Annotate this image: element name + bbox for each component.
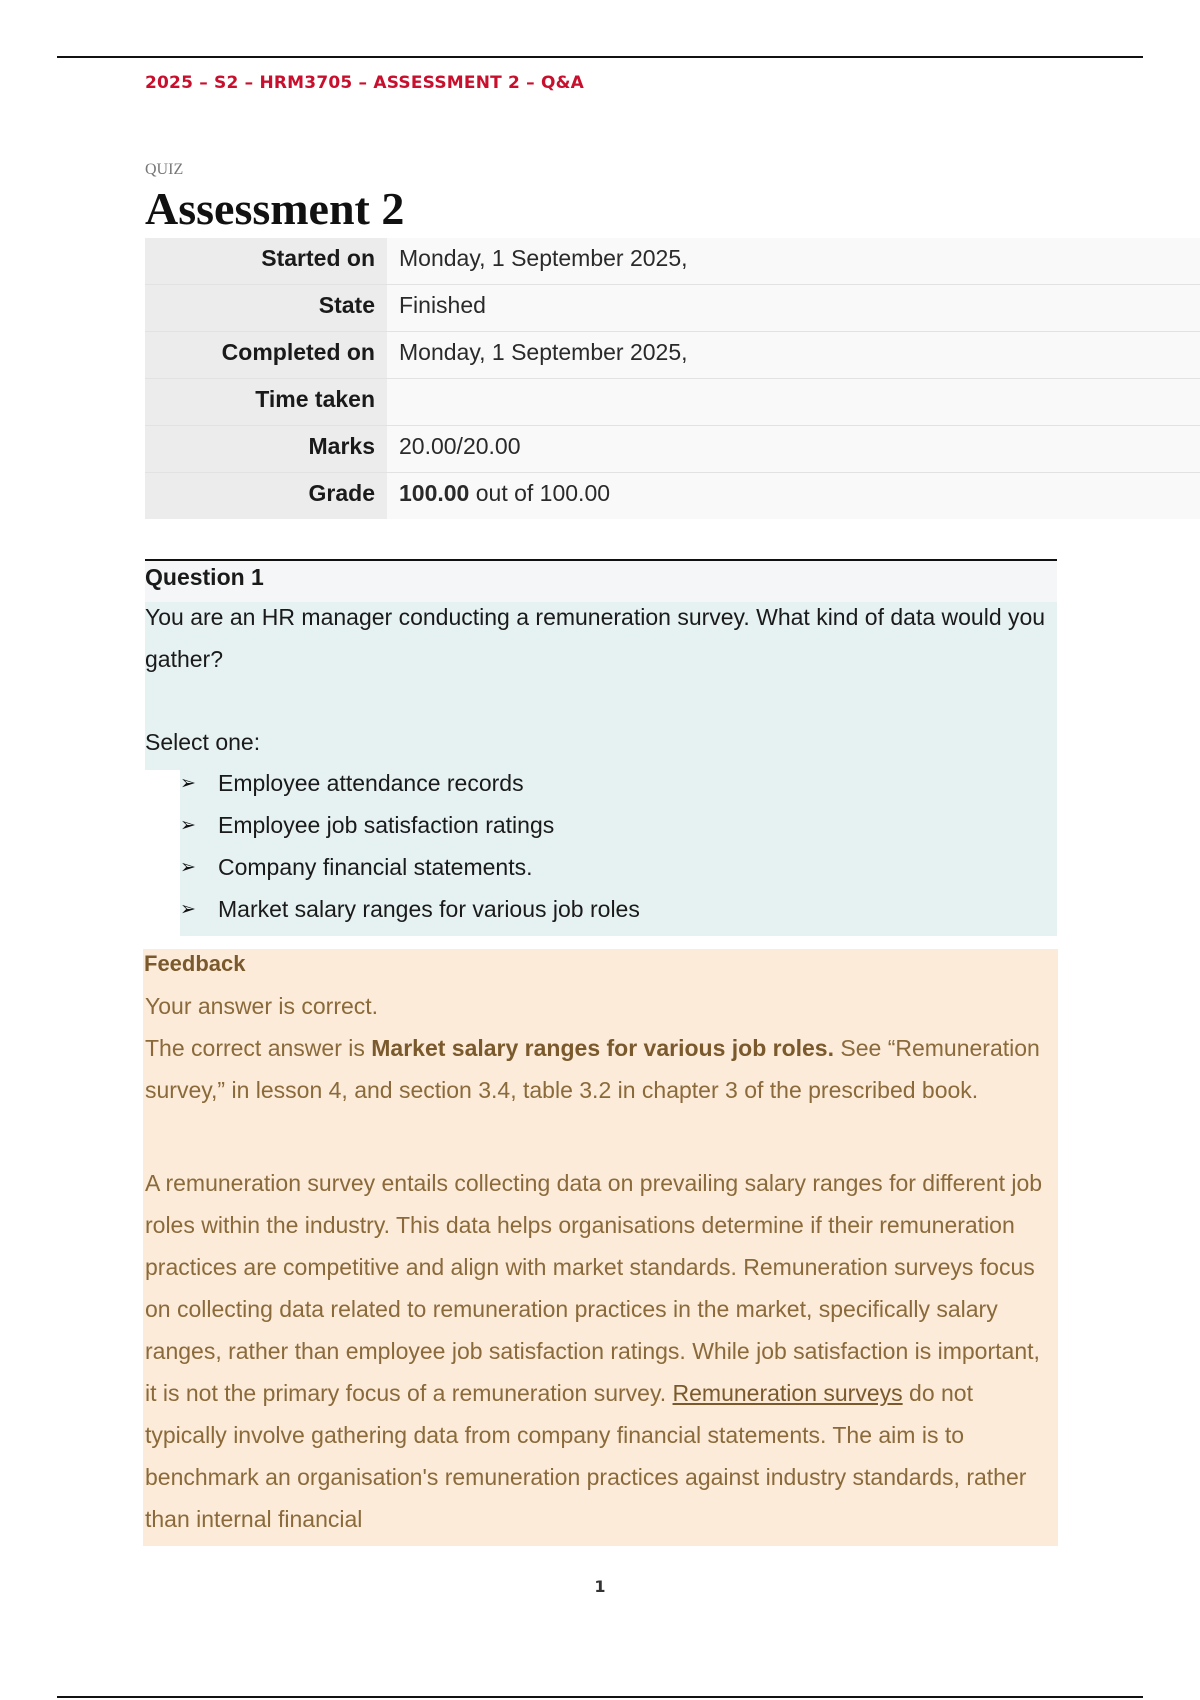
arrow-bullet-icon: ➢	[180, 772, 196, 794]
summary-row-time-taken	[145, 379, 1200, 426]
answer-option-label: Employee attendance records	[218, 769, 524, 796]
explanation-text: A remuneration survey entails collecting data on prevailing salary ranges for different job roles within the industry. This data helps organisations determine if their remuneration practices are competitive and align with market standards. Remuneration surveys focus on collecting data related to remuneration practices in the market, specifically salary ranges, rather than employee job satisfaction ratings. While job satisfaction is important, it is not the primary focus of a remuneration survey.	[145, 1170, 1043, 1406]
summary-value: Finished	[387, 285, 1200, 331]
feedback-correct-line: Your answer is correct.	[145, 993, 379, 1019]
feedback-reference: See “Remuneration survey,” in lesson 4, and section 3.4, table 3.2 in chapter 3 of the prescribed book.	[145, 1035, 1040, 1103]
answer-option[interactable]	[180, 888, 640, 930]
summary-row-state	[145, 285, 1200, 332]
answer-option-label: Company financial statements.	[218, 853, 533, 880]
feedback-explanation	[145, 1162, 1057, 1540]
top-rule	[57, 56, 1143, 58]
summary-row-started	[145, 238, 1200, 285]
explanation-text-continued: do not typically involve gathering data from company financial statements. The aim is to benchmark an organisation's remuneration practices against industry standards, rather than internal financial	[145, 1380, 1027, 1532]
answer-option[interactable]	[180, 804, 640, 846]
grade-score: 100.00	[399, 480, 470, 506]
arrow-bullet-icon: ➢	[180, 814, 196, 836]
document-header: 2025 – S2 – HRM3705 – ASSESSMENT 2 – Q&A	[145, 73, 585, 93]
feedback-correct-answer: Market salary ranges for various job roles.	[371, 1035, 834, 1061]
summary-key: Marks	[145, 426, 387, 472]
answer-option[interactable]	[180, 762, 640, 804]
answer-option-label: Employee job satisfaction ratings	[218, 811, 555, 838]
bottom-rule	[57, 1696, 1143, 1698]
page-number: 1	[594, 1577, 606, 1596]
arrow-bullet-icon: ➢	[180, 856, 196, 878]
answer-option-label: Market salary ranges for various job roles	[218, 895, 640, 922]
feedback-answer-prefix: The correct answer is	[145, 1035, 372, 1061]
grade-out-of: out of 100.00	[469, 480, 611, 506]
question-heading: Question 1	[145, 561, 1057, 602]
page-title: Assessment 2	[145, 183, 405, 234]
summary-key: Completed on	[145, 332, 387, 378]
answer-option[interactable]	[180, 846, 640, 888]
summary-value: 20.00/20.00	[387, 426, 1200, 472]
summary-key: Time taken	[145, 379, 387, 425]
attempt-summary-table	[145, 238, 1200, 519]
remuneration-surveys-link[interactable]: Remuneration surveys	[672, 1380, 903, 1406]
summary-value	[387, 379, 1200, 425]
summary-value: Monday, 1 September 2025,	[387, 332, 1200, 378]
arrow-bullet-icon: ➢	[180, 898, 196, 920]
summary-value	[387, 473, 1200, 519]
quiz-label: QUIZ	[145, 161, 184, 178]
feedback-title: Feedback	[144, 951, 246, 976]
feedback-result	[145, 985, 1050, 1111]
question-text: You are an HR manager conducting a remuneration survey. What kind of data would you gather?	[145, 604, 1046, 672]
summary-key: Grade	[145, 473, 387, 519]
summary-row-completed	[145, 332, 1200, 379]
summary-value: Monday, 1 September 2025,	[387, 238, 1200, 284]
select-one-prompt: Select one:	[145, 729, 261, 755]
summary-row-marks	[145, 426, 1200, 473]
summary-key: Started on	[145, 238, 387, 284]
summary-row-grade	[145, 473, 1200, 519]
summary-key: State	[145, 285, 387, 331]
answer-options-list	[180, 762, 640, 930]
